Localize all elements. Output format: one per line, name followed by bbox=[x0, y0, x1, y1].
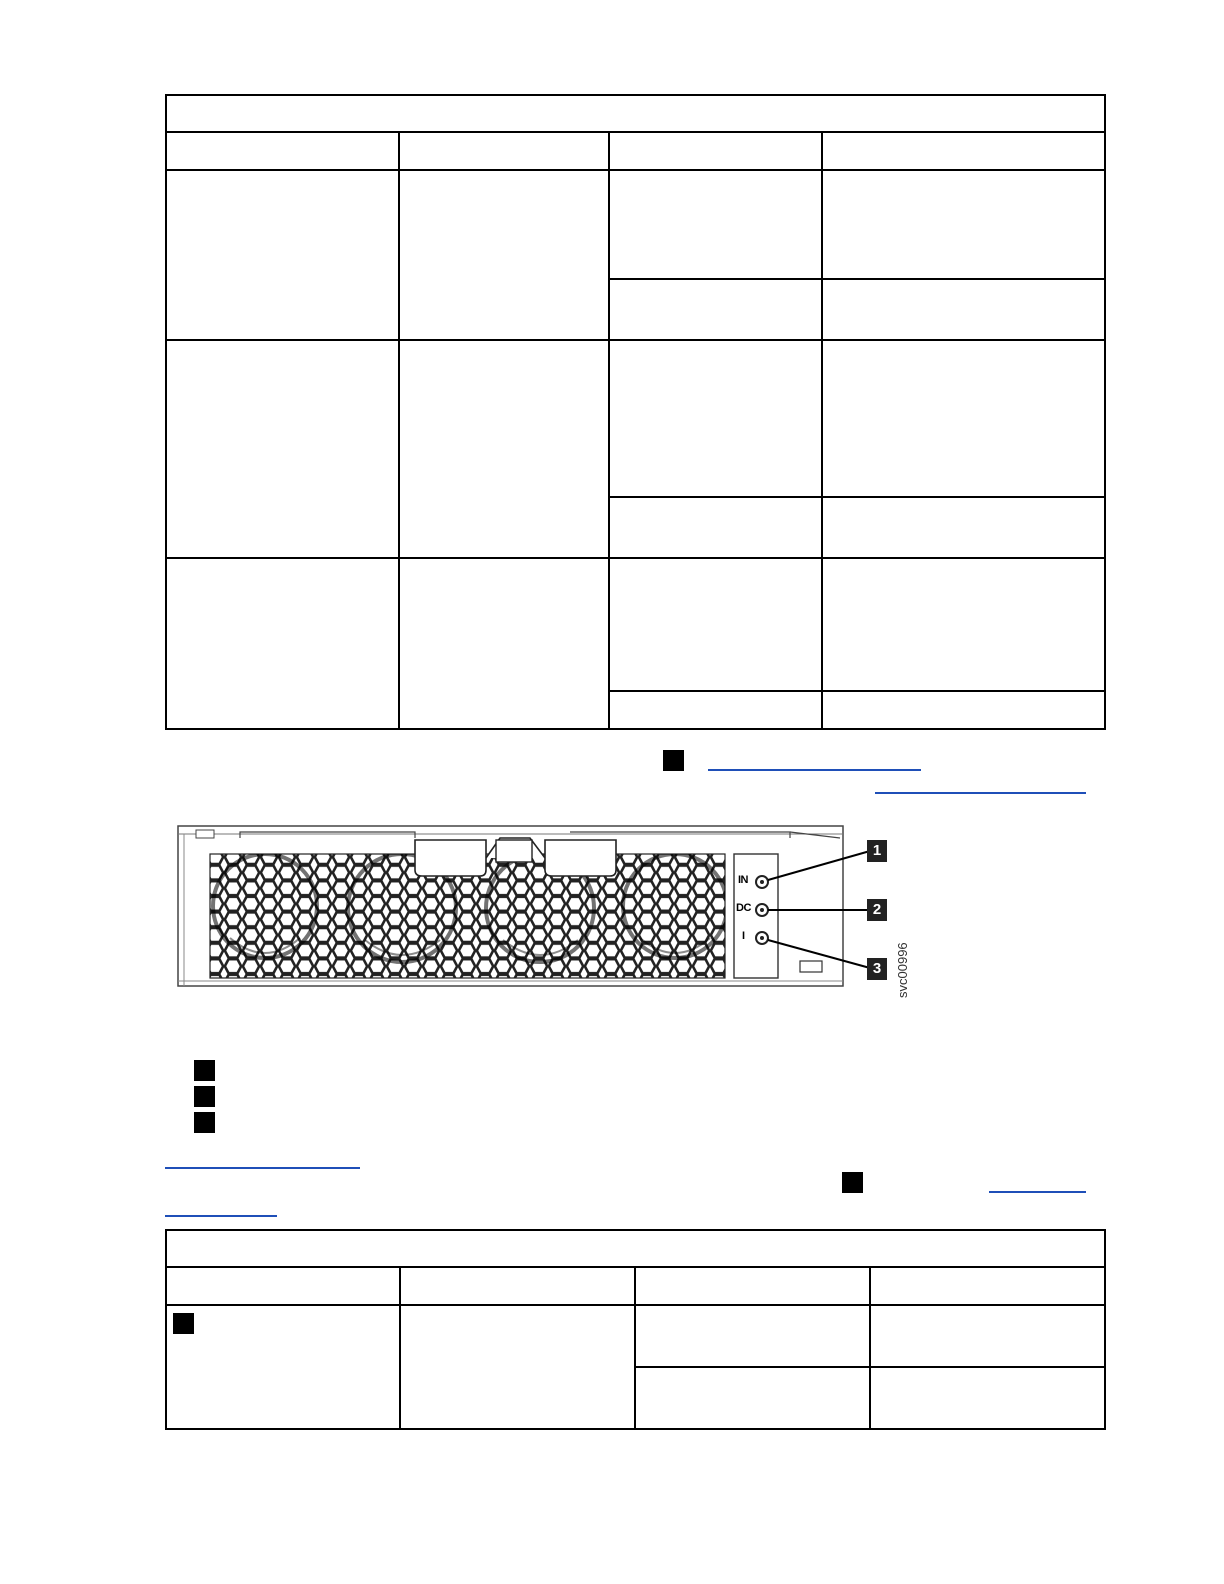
figure-id: svc00996 bbox=[895, 942, 910, 998]
callout-marker-icon bbox=[663, 750, 684, 771]
panel-label-dc: DC bbox=[736, 902, 751, 914]
link[interactable] bbox=[989, 1191, 1086, 1193]
link[interactable] bbox=[708, 769, 921, 771]
callout-1: 1 bbox=[872, 842, 882, 859]
panel-label-i: I bbox=[742, 930, 746, 942]
legend-callout-1-icon bbox=[194, 1060, 215, 1081]
link[interactable] bbox=[165, 1215, 277, 1217]
panel-label-in: IN bbox=[738, 874, 748, 886]
link[interactable] bbox=[875, 792, 1086, 794]
power-supply-figure bbox=[170, 818, 930, 1008]
callout-marker-icon bbox=[842, 1172, 863, 1193]
callout-3: 3 bbox=[872, 960, 882, 977]
legend-callout-3-icon bbox=[194, 1112, 215, 1133]
link[interactable] bbox=[165, 1167, 360, 1169]
led-icon bbox=[756, 876, 768, 944]
callout-2: 2 bbox=[872, 901, 882, 918]
table-callout-icon bbox=[173, 1313, 194, 1334]
legend-callout-2-icon bbox=[194, 1086, 215, 1107]
